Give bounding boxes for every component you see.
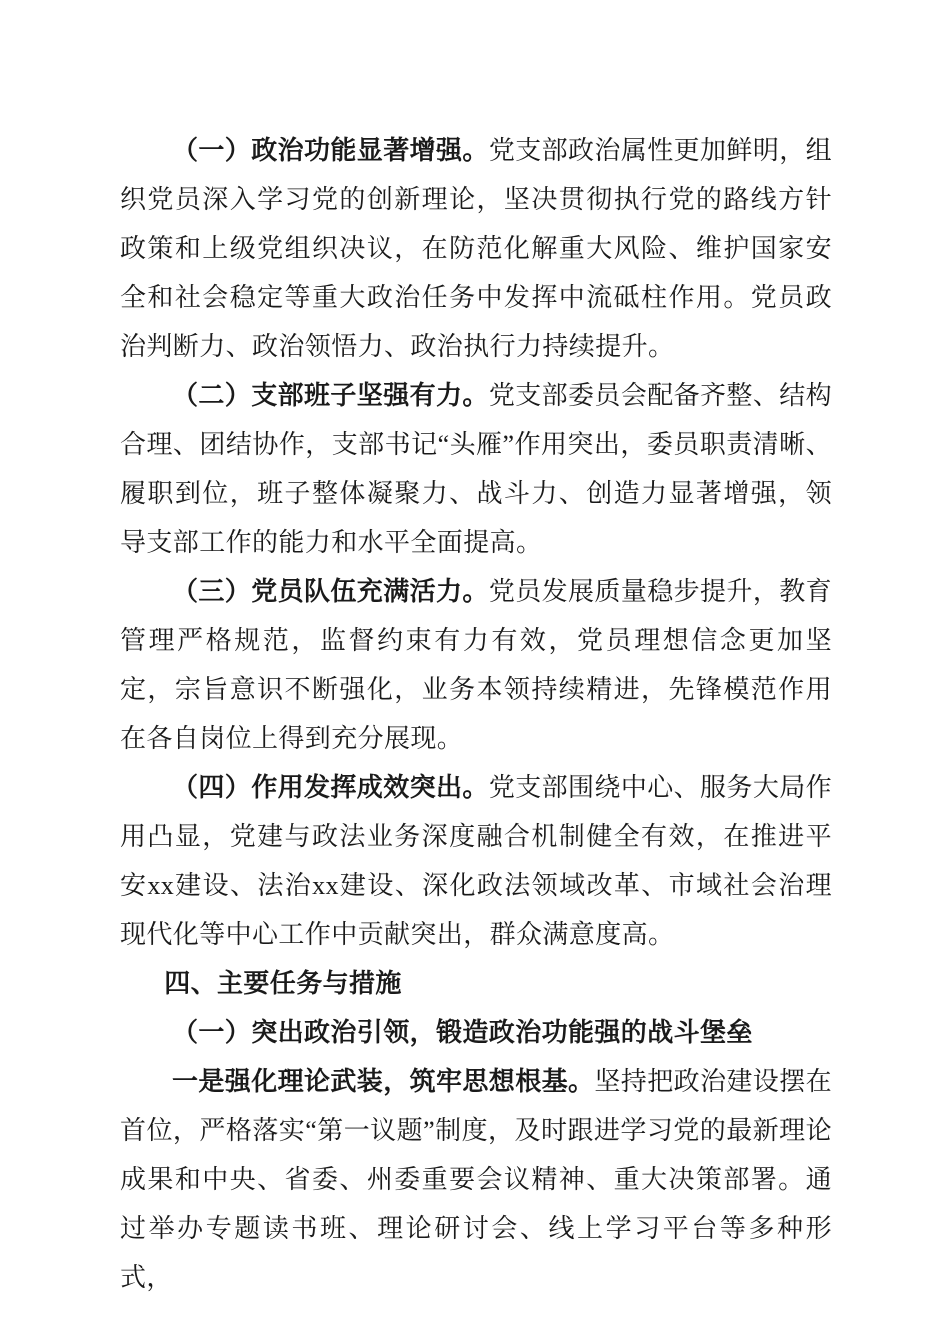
paragraph-lead: （二）支部班子坚强有力。 bbox=[172, 381, 489, 410]
paragraph-lead: （一）政治功能显著增强。 bbox=[172, 136, 489, 165]
paragraph-body: 坚持把政治建设摆在首位，严格落实“第一议题”制度，及时跟进学习党的最新理论成果和中央、省委、州委重要会议精神、重大决策部署。通过举办专题读书班、理论研讨会、线上学习平台等多种形式， bbox=[120, 1067, 833, 1292]
paragraph-achievement-4 bbox=[120, 763, 832, 959]
paragraph-achievement-1 bbox=[120, 126, 832, 371]
section-heading: 四、主要任务与措施 bbox=[164, 968, 402, 998]
paragraph-body: 党支部政治属性更加鲜明，组织党员深入学习党的创新理论，坚决贯彻执行党的路线方针政策和上级党组织决议，在防范化解重大风险、维护国家安全和社会稳定等重大政治任务中发挥中流砥柱作用。党员政治判断力、政治领悟力、政治执行力持续提升。 bbox=[120, 136, 833, 361]
paragraph-body: 党员发展质量稳步提升，教育管理严格规范，监督约束有力有效，党员理想信念更加坚定，宗旨意识不断强化，业务本领持续精进，先锋模范作用在各自岗位上得到充分展现。 bbox=[120, 577, 833, 753]
paragraph-body: 党支部委员会配备齐整、结构合理、团结协作，支部书记“头雁”作用突出，委员职责清晰、履职到位，班子整体凝聚力、战斗力、创造力显著增强，领导支部工作的能力和水平全面提高。 bbox=[120, 381, 833, 557]
paragraph-task-1 bbox=[120, 1057, 832, 1302]
paragraph-achievement-3 bbox=[120, 567, 832, 763]
subsection-heading: （一）突出政治引领，锻造政治功能强的战斗堡垒 bbox=[172, 1018, 753, 1047]
paragraph-lead: （三）党员队伍充满活力。 bbox=[172, 577, 489, 606]
paragraph-lead: 一是强化理论武装，筑牢思想根基。 bbox=[172, 1067, 595, 1096]
paragraph-body: 党支部围绕中心、服务大局作用凸显，党建与政法业务深度融合机制健全有效，在推进平安xx建设、法治xx建设、深化政法领域改革、市域社会治理现代化等中心工作中贡献突出，群众满意度高。 bbox=[120, 773, 833, 949]
paragraph-achievement-2 bbox=[120, 371, 832, 567]
paragraph-lead: （四）作用发挥成效突出。 bbox=[172, 773, 489, 802]
